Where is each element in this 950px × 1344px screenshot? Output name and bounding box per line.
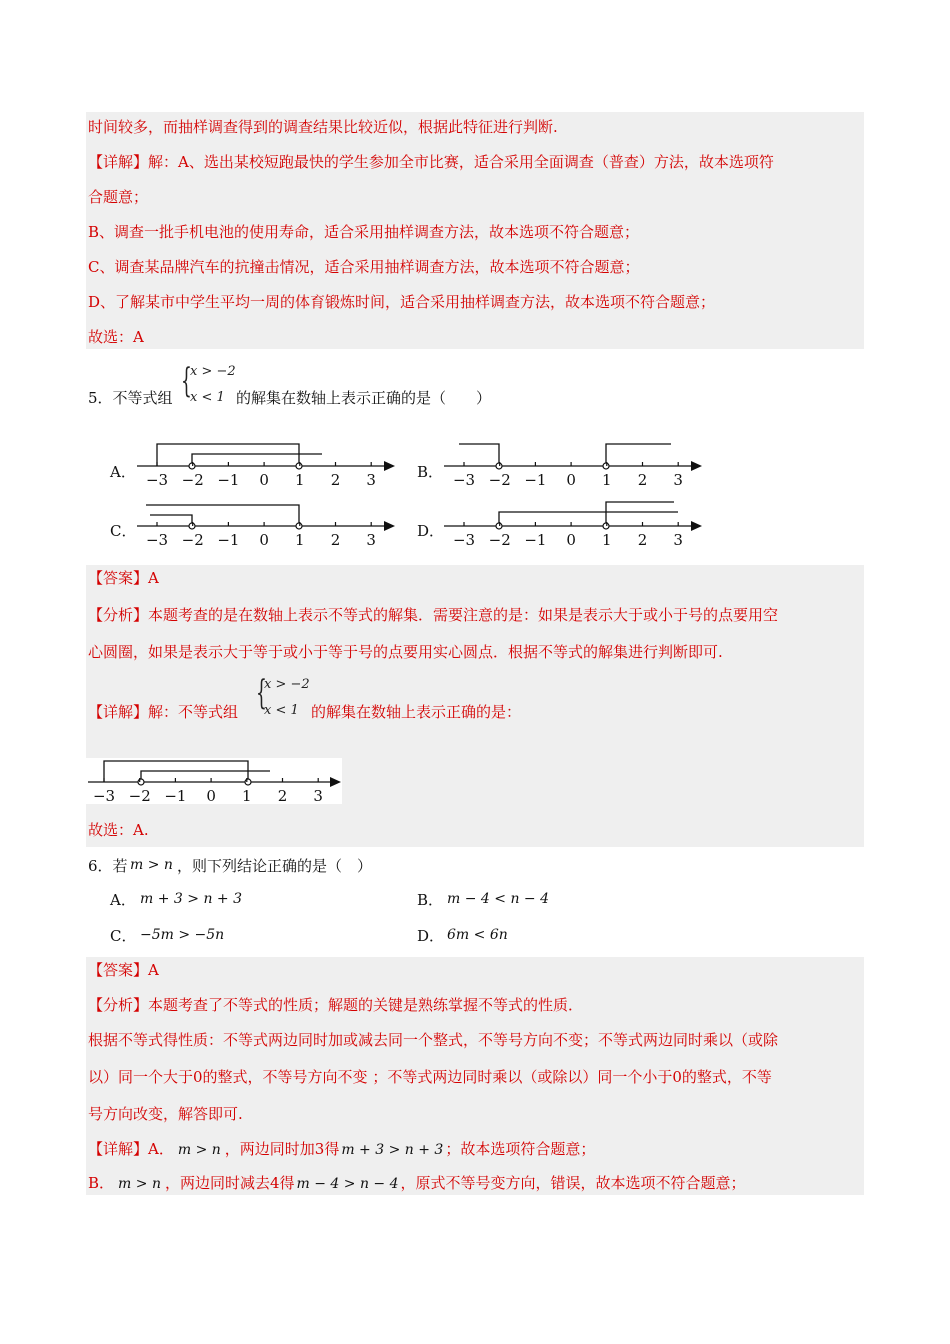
tick-label: 0: [566, 471, 576, 489]
tick-label: −2: [488, 531, 511, 549]
tick-label: 2: [330, 471, 341, 489]
system-brace: {: [256, 673, 267, 713]
detail-a-prefix: 【详解】A．: [88, 1140, 174, 1158]
tick-label: −1: [524, 531, 547, 549]
tick-label: 1: [602, 531, 612, 549]
numline-option-c: [110, 505, 395, 540]
tick-label: 1: [295, 471, 305, 489]
tick-label: 0: [206, 787, 216, 805]
solution-numline: [86, 755, 346, 805]
label-d: D．: [417, 522, 445, 540]
option-a-expr: m + 3 > n + 3: [140, 891, 242, 907]
tick-label: 0: [259, 471, 269, 489]
label-c: C．: [110, 522, 137, 540]
question-5-suffix: 的解集在数轴上表示正确的是（ ）: [236, 389, 492, 407]
final-choice: 故选：A.: [88, 821, 149, 839]
answer-line: 【答案】A: [88, 961, 159, 979]
system-ineq-1: x > −2: [190, 364, 236, 379]
tick-label: −3: [452, 471, 476, 489]
tick-label: −3: [145, 471, 169, 489]
tick-label: 3: [313, 787, 323, 805]
tick-label: −3: [92, 787, 116, 805]
tick-labels: [146, 462, 683, 549]
detail-a-suffix: ；故本选项符合题意；: [445, 1140, 596, 1158]
solution-block-q6: [86, 957, 864, 1195]
detail-suffix: 的解集在数轴上表示正确的是：: [311, 703, 522, 721]
detail-a: [88, 1139, 595, 1160]
detail-b-suffix: ，原式不等号变方向，错误，故本选项不符合题意；: [400, 1174, 746, 1192]
tick-label: 2: [330, 531, 341, 549]
tick-label: −1: [217, 471, 240, 489]
question-5-prefix: 5．不等式组: [88, 389, 173, 407]
tick-label: −1: [217, 531, 240, 549]
analysis-line: 【分析】本题考查的是在数轴上表示不等式的解集．需要注意的是：如果是表示大于或小于号的点要用空: [88, 606, 779, 624]
tick-label: 0: [566, 531, 576, 549]
option-d-expr: 6m < 6n: [447, 927, 508, 943]
tick-label: −2: [181, 531, 204, 549]
system-brace: {: [181, 361, 192, 401]
system-ineq-1: x > −2: [264, 677, 310, 692]
detail-b-m1: m > n: [118, 1176, 161, 1192]
text-line: D、了解某市中学生平均一周的体育锻炼时间，适合采用抽样调查方法，故本选项不符合题意；: [88, 293, 716, 311]
option-c-expr: −5m > −5n: [140, 927, 225, 943]
system-ineq-2: x < 1: [190, 390, 225, 405]
q6-condition: m > n: [130, 857, 173, 873]
tick-label: −3: [145, 531, 169, 549]
tick-label: 3: [366, 471, 376, 489]
text-line: 以）同一个大于0的整式，不等号方向不变 ；不等式两边同时乘以（或除以）同一个小于0的整式，不等: [88, 1068, 772, 1086]
detail-b-prefix: B．: [88, 1174, 115, 1192]
tick-label: −3: [452, 531, 476, 549]
text-line: 合题意；: [88, 188, 149, 206]
tick-label: −2: [488, 471, 511, 489]
text-line: 号方向改变，解答即可.: [88, 1105, 243, 1123]
text-line: 故选：A: [88, 328, 144, 346]
tick-label: −1: [164, 787, 187, 805]
numline-option-a: [109, 444, 395, 481]
detail-b-mid: ，两边同时减去4得: [164, 1174, 295, 1192]
text-line: B、调查一批手机电池的使用寿命，适合采用抽样调查方法，故本选项不符合题意；: [88, 223, 640, 241]
tick-label: −2: [128, 787, 151, 805]
option-b-label: B．: [417, 891, 444, 909]
label-a: A．: [110, 463, 136, 481]
tick-label: 1: [602, 471, 612, 489]
option-a-label: A．: [110, 891, 136, 909]
tick-label: 3: [673, 471, 683, 489]
system-ineq-2: x < 1: [264, 703, 299, 718]
detail-prefix: 【详解】解：不等式组: [88, 703, 239, 721]
detail-a-mid: ，两边同时加3得: [224, 1140, 340, 1158]
tick-label: 0: [259, 531, 269, 549]
detail-a-m2: m + 3 > n + 3: [341, 1142, 444, 1158]
solution-block-q4: [86, 112, 864, 349]
option-d-label: D．: [417, 927, 445, 945]
tick-label: 1: [295, 531, 305, 549]
option-b-expr: m − 4 < n − 4: [447, 891, 549, 907]
numline-option-b: [417, 444, 702, 481]
answer-line: 【答案】A: [88, 569, 159, 587]
detail-b-m2: m − 4 > n − 4: [296, 1176, 399, 1192]
option-c-label: C．: [110, 927, 137, 945]
text-line: 时间较多，而抽样调查得到的调查结果比较近似，根据此特征进行判断.: [88, 118, 558, 136]
solution-block-q5: [86, 565, 864, 847]
question-6-prefix: 6．若: [88, 857, 128, 875]
label-b: B．: [417, 463, 444, 481]
tick-label: 2: [637, 471, 648, 489]
numline-option-d: [417, 502, 702, 540]
text-line: 【详解】解：A、选出某校短跑最快的学生参加全市比赛，适合采用全面调查（普查）方法，故本选项符: [88, 153, 774, 171]
tick-label: −1: [524, 471, 547, 489]
tick-label: 1: [242, 787, 252, 805]
text-line: 根据不等式得性质：不等式两边同时加或减去同一个整式，不等号方向不变；不等式两边同时乘以（或除: [88, 1031, 779, 1049]
tick-label: 2: [277, 787, 288, 805]
detail-a-m1: m > n: [177, 1142, 221, 1158]
tick-label: 2: [637, 531, 648, 549]
text-line: C、调查某品牌汽车的抗撞击情况，适合采用抽样调查方法，故本选项不符合题意；: [88, 258, 640, 276]
detail-b: [88, 1173, 746, 1194]
tick-label: −2: [181, 471, 204, 489]
tick-label: 3: [366, 531, 376, 549]
analysis-line: 【分析】本题考查了不等式的性质；解题的关键是熟练掌握不等式的性质．: [88, 996, 584, 1014]
analysis-line: 心圆圈，如果是表示大于等于或小于等于号的点要用实心圆点．根据不等式的解集进行判断即可.: [88, 643, 723, 661]
question-6-suffix: ，则下列结论正确的是（ ）: [177, 857, 373, 875]
tick-label: 3: [673, 531, 683, 549]
